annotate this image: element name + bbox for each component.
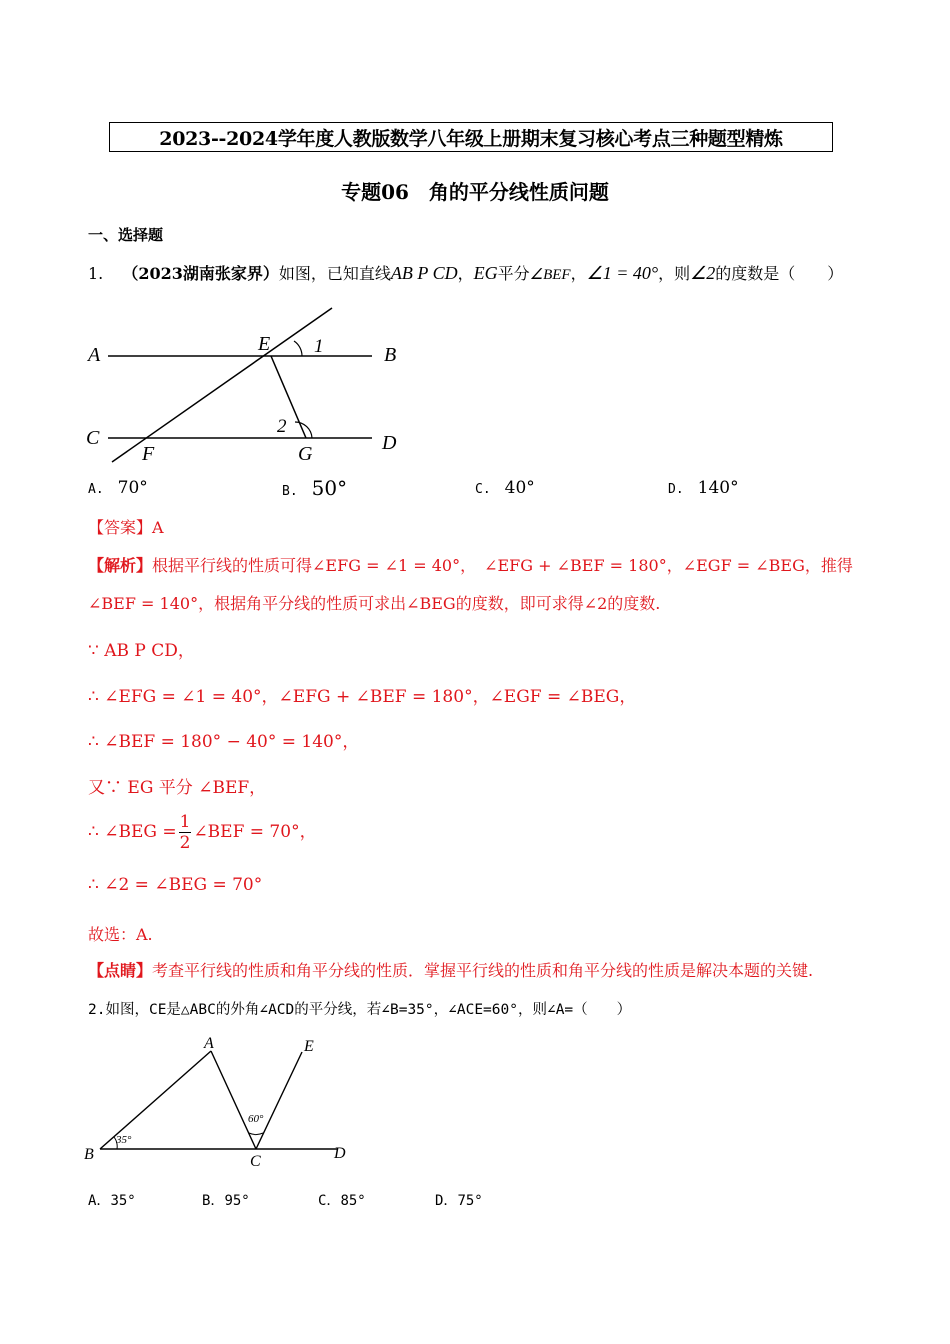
angle-ace-arc	[249, 1133, 263, 1135]
option-c[interactable]: C. 40°	[475, 478, 535, 498]
label-angle-60: 60°	[248, 1113, 264, 1125]
solution-step-6: ∴ ∠2 = ∠BEG = 70°	[88, 875, 263, 895]
label-b: B	[84, 1146, 94, 1163]
label-e: E	[258, 333, 271, 355]
line-ef	[112, 308, 332, 462]
solution-step-3: ∴ ∠BEF = 180° − 40° = 140°，	[88, 732, 360, 752]
question-source: （2023湖南张家界）	[122, 264, 279, 283]
solution-step-4: 又∵ EG 平分 ∠BEF，	[88, 778, 267, 798]
label-c: C	[250, 1153, 261, 1170]
question-number: 1.	[88, 264, 104, 283]
label-d: D	[382, 432, 397, 454]
solution-step-1: ∵ AB P CD，	[88, 641, 195, 661]
label-a: A	[204, 1035, 214, 1052]
label-f: F	[142, 443, 155, 465]
option-a[interactable]: A. 70°	[88, 478, 148, 498]
label-g: G	[298, 443, 313, 465]
figure-parallel-lines	[80, 300, 420, 470]
fraction-one-half: $\frac{1}{2}$	[179, 812, 191, 853]
label-d: D	[334, 1145, 346, 1162]
analysis-line-2: ∠BEF = 140°，根据角平分线的性质可求出∠BEG的度数，即可求得∠2的度数.	[88, 594, 661, 613]
q2-option-d[interactable]: D．75°	[435, 1193, 483, 1209]
side-ac	[211, 1051, 256, 1149]
question-2-stem: 2.如图，CE是△ABC的外角∠ACD的平分线，若∠B=35°，∠ACE=60°，则∠A=（ ）	[88, 1002, 632, 1018]
label-b: B	[384, 344, 397, 366]
angle-2-arc	[295, 422, 312, 438]
option-b[interactable]: B. 50°	[282, 476, 348, 500]
label-angle-1: 1	[314, 336, 324, 357]
label-a: A	[88, 344, 101, 366]
solution-step-5: ∴ ∠BEG = $\frac{1}{2}$ ∠BEF = 70°，	[88, 812, 317, 853]
section-title: 一、选择题	[88, 226, 164, 244]
key-point-line: 【点睛】考查平行线的性质和角平分线的性质．掌握平行线的性质和角平分线的性质是解决本题的关键.	[88, 961, 814, 980]
angle-1-arc	[294, 341, 302, 356]
analysis-line-1: 【解析】根据平行线的性质可得∠EFG = ∠1 = 40°， ∠EFG + ∠BEF = 180°，∠EGF = ∠BEG，推得	[88, 556, 853, 575]
topic-subtitle: 专题06 角的平分线性质问题	[341, 180, 609, 204]
document-title: 2023--2024学年度人教版数学八年级上册期末复习核心考点三种题型精炼	[109, 122, 833, 152]
label-angle-2: 2	[277, 416, 287, 437]
label-e: E	[304, 1038, 314, 1055]
answer-line: 【答案】A	[88, 518, 164, 537]
label-c: C	[86, 427, 100, 449]
q2-option-c[interactable]: C．85°	[318, 1193, 366, 1209]
choice-line: 故选：A.	[88, 925, 153, 944]
question-1-stem: 1. （2023湖南张家界）如图，已知直线AB P CD，EG平分∠BEF，∠1 = 40°，则∠2的度数是（ ）	[88, 263, 844, 283]
figure-triangle	[80, 1030, 360, 1170]
option-d[interactable]: D. 140°	[668, 478, 739, 498]
solution-step-2: ∴ ∠EFG = ∠1 = 40°，∠EFG + ∠BEF = 180°，∠EGF = ∠BEG，	[88, 687, 637, 707]
q2-option-b[interactable]: B．95°	[202, 1193, 250, 1209]
ray-ce	[256, 1052, 302, 1149]
label-angle-35: 35°	[116, 1134, 132, 1146]
q2-option-a[interactable]: A．35°	[88, 1193, 136, 1209]
